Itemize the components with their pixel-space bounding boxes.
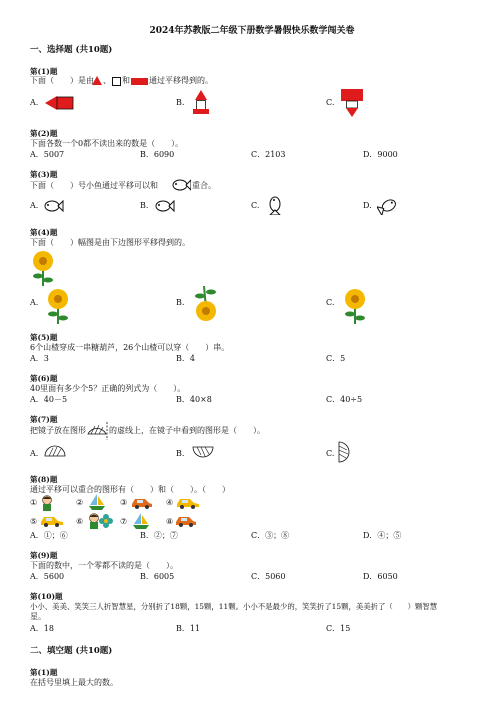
square-icon [112, 77, 121, 86]
triangle-icon [92, 76, 102, 85]
car-icon [175, 514, 197, 527]
question-stem-sep: 和 [122, 76, 130, 85]
question-number: 第(3)题 [30, 170, 58, 179]
question-stem: 下面（ ）号小鱼通过平移可以和 [30, 181, 158, 190]
question-stem: 星。 [30, 612, 46, 621]
fish-icon [266, 195, 284, 215]
option-a[interactable]: A. [30, 98, 39, 107]
question-stem: 通过平移得到的。 [149, 76, 213, 85]
option-c[interactable]: C．15 [326, 624, 351, 633]
question-number: 第(10)题 [30, 592, 63, 601]
option-a[interactable]: A．18 [30, 624, 54, 633]
option-c[interactable]: C．2103 [251, 150, 286, 159]
question-stem: 重合。 [192, 181, 216, 190]
car-icon [131, 496, 153, 509]
question-stem: 下面的数中，一个零都不读的是（ ）。 [30, 561, 178, 570]
figure-label: ⑥ [76, 517, 84, 526]
option-a[interactable]: A．①；⑥ [30, 531, 68, 540]
option-c[interactable]: C. [251, 201, 260, 210]
option-c[interactable]: C．40÷5 [326, 395, 363, 404]
option-b[interactable]: B．11 [176, 624, 201, 633]
question-stem: 在括号里填上最大的数。 [30, 678, 118, 687]
section-heading-choice: 一、选择题 (共10题) [30, 45, 113, 55]
boy-icon [40, 495, 54, 511]
option-a[interactable]: A．3 [30, 354, 49, 363]
option-a[interactable]: A. [30, 449, 39, 458]
page-title: 2024年苏教版二年级下册数学暑假快乐数学闯关卷 [149, 26, 355, 36]
option-a[interactable]: A. [30, 201, 39, 210]
rectangle-icon [131, 78, 148, 85]
fish-icon [171, 178, 191, 192]
option-c[interactable]: C. [326, 98, 335, 107]
question-number: 第(1)题 [30, 668, 58, 677]
half-circle-hatched-icon [44, 443, 66, 457]
sailboat-icon [132, 513, 150, 529]
question-stem: 下面各数一个0都不读出来的数是（ ）。 [30, 139, 184, 148]
figure-label: ⑧ [166, 517, 174, 526]
rocket-shape-icon [193, 90, 209, 114]
option-b[interactable]: B．②；⑦ [140, 531, 178, 540]
question-stem: 下面（ ）幅图是由下边图形平移得到的。 [30, 238, 190, 247]
figure-label: ⑦ [120, 517, 128, 526]
option-d[interactable]: D. [363, 201, 372, 210]
option-b[interactable]: B．6090 [140, 150, 175, 159]
fish-icon [42, 199, 64, 213]
option-c[interactable]: C．5 [326, 354, 346, 363]
question-number: 第(6)题 [30, 374, 58, 383]
fish-icon [377, 197, 399, 215]
car-icon [40, 514, 64, 527]
option-d[interactable]: D．9000 [363, 150, 398, 159]
question-stem: 6个山楂穿成一串糖葫芦，26个山楂可以穿（ ）串。 [30, 343, 230, 352]
option-a[interactable]: A．5007 [30, 150, 65, 159]
question-number: 第(2)题 [30, 129, 58, 138]
question-stem: 40里面有多少个5？正确的列式为（ ）。 [30, 384, 186, 393]
sunflower-icon [45, 288, 71, 324]
option-b[interactable]: B. [176, 98, 185, 107]
arrow-shape-down-icon [341, 89, 363, 117]
option-b[interactable]: B. [176, 298, 185, 307]
option-c[interactable]: C. [326, 449, 335, 458]
option-a[interactable]: A. [30, 298, 39, 307]
question-number: 第(9)题 [30, 551, 58, 560]
question-stem-sep: 、 [103, 76, 111, 85]
sailboat-icon [88, 494, 106, 510]
question-number: 第(1)题 [30, 67, 58, 76]
option-d[interactable]: D．④；⑤ [363, 531, 402, 540]
half-circle-hatched-icon [86, 420, 108, 440]
question-stem: 下面（ ）是由 [30, 76, 94, 85]
option-d[interactable]: D．6050 [363, 572, 398, 581]
half-circle-hatched-icon [192, 446, 214, 460]
option-c[interactable]: C. [326, 298, 335, 307]
question-stem: 的虚线上，在镜子中看到的图形是（ ）。 [109, 426, 265, 435]
figure-label: ⑤ [30, 517, 38, 526]
car-icon [176, 496, 200, 509]
figure-label: ④ [166, 498, 174, 507]
option-b[interactable]: B. [140, 201, 149, 210]
sunflower-icon [192, 286, 220, 322]
option-c[interactable]: C．③；⑧ [251, 531, 290, 540]
option-b[interactable]: B．6005 [140, 572, 175, 581]
figure-label: ② [76, 498, 84, 507]
arrow-shape-left-icon [45, 95, 75, 111]
question-number: 第(8)题 [30, 475, 58, 484]
option-b[interactable]: B. [176, 449, 185, 458]
question-number: 第(4)题 [30, 228, 58, 237]
option-c[interactable]: C．5060 [251, 572, 286, 581]
option-a[interactable]: A．40－5 [30, 395, 68, 404]
sunflower-icon [30, 250, 56, 286]
question-stem: 通过平移可以重合的图形有（ ）和（ ）。（ ） [30, 485, 230, 494]
question-number: 第(5)题 [30, 333, 58, 342]
half-circle-hatched-icon [338, 441, 352, 463]
option-a[interactable]: A．5600 [30, 572, 65, 581]
figure-label: ③ [120, 498, 128, 507]
question-number: 第(7)题 [30, 415, 58, 424]
section-heading-fill: 二、填空题 (共10题) [30, 646, 113, 656]
sunflower-icon [342, 288, 368, 324]
flower-icon [99, 514, 113, 528]
figure-label: ① [30, 498, 38, 507]
option-b[interactable]: B．4 [176, 354, 195, 363]
question-stem: 小小、美美、笑笑三人折智慧星，分别折了18颗，15颗，11颗。小小不是最少的，笑笑折了15颗，美美折了（ ）颗智慧 [30, 602, 438, 611]
question-stem: 把镜子放在图形 [30, 426, 86, 435]
fish-icon [153, 199, 175, 213]
option-b[interactable]: B．40×8 [176, 395, 212, 404]
